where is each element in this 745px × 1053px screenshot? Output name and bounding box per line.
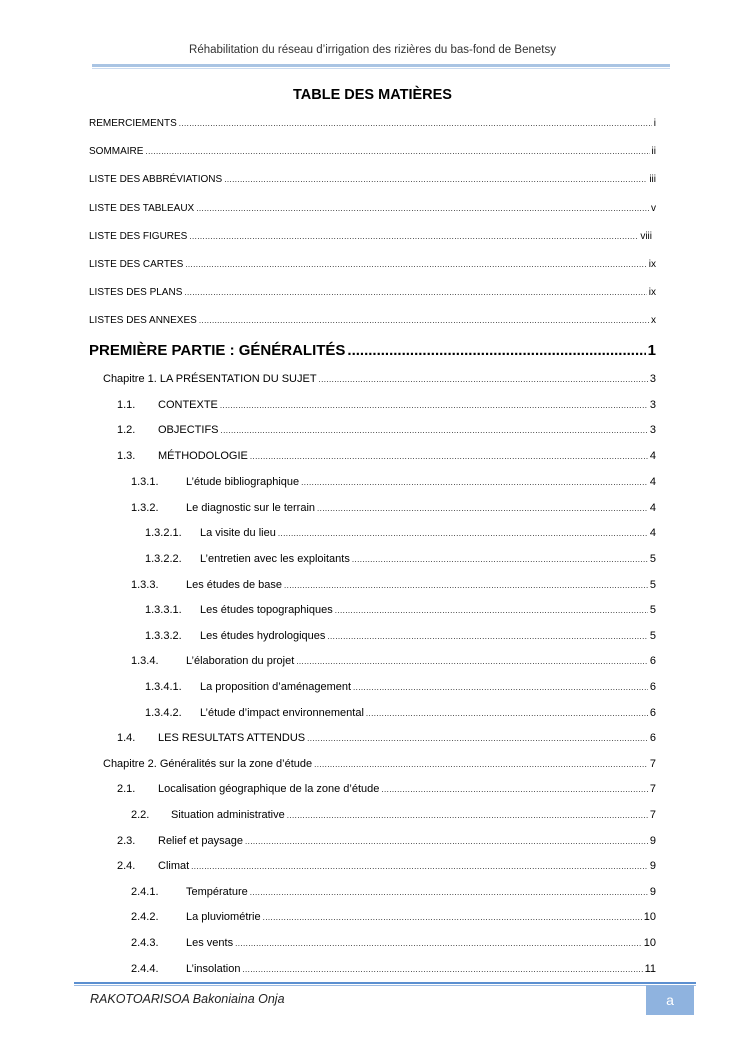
toc-entry-1-3-1[interactable]: [131, 475, 656, 490]
dot-leader: [317, 502, 648, 516]
toc-entry-page: 1: [647, 342, 656, 359]
dot-leader: [263, 911, 642, 925]
toc-entry-label: LISTE DES ABBRÉVIATIONS: [89, 174, 223, 185]
toc-entry-label: L’insolation: [186, 963, 241, 975]
dot-leader: [314, 758, 648, 772]
toc-entry-page: 7: [649, 758, 656, 770]
toc-entry-tableaux[interactable]: [89, 202, 656, 216]
toc-entry-number: 2.4.4.: [131, 963, 159, 975]
toc-entry-plans[interactable]: [89, 286, 656, 300]
toc-entry-chapitre-2[interactable]: [103, 757, 656, 772]
toc-entry-label: Les vents: [186, 937, 234, 949]
toc-entry-label: Chapitre 2. Généralités sur la zone d’étude: [103, 758, 313, 770]
toc-entry-label: L’entretien avec les exploitants: [200, 553, 350, 565]
toc-entry-2-4-4[interactable]: [131, 962, 656, 977]
toc-entry-number: 2.4.3.: [131, 937, 159, 949]
toc-entry-1-4[interactable]: [117, 731, 656, 746]
toc-entry-2-4-2[interactable]: [131, 910, 656, 925]
dot-leader: [352, 553, 648, 567]
toc-entry-number: 1.3.2.2.: [145, 553, 182, 565]
toc-entry-label: MÉTHODOLOGIE: [158, 450, 248, 462]
toc-entry-sommaire[interactable]: [89, 145, 656, 159]
toc-entry-number: 1.4.: [117, 732, 136, 744]
toc-entry-1-3-3[interactable]: [131, 578, 656, 593]
toc-entry-page: 4: [649, 450, 656, 462]
dot-leader: [179, 117, 652, 131]
toc-entry-1-2[interactable]: [117, 423, 656, 438]
toc-entry-label: Température: [186, 886, 248, 898]
toc-entry-number: 2.4.1.: [131, 886, 159, 898]
toc-entry-page: 9: [649, 886, 656, 898]
toc-entry-number: 1.3.1.: [131, 476, 159, 488]
toc-entry-1-3-3-1[interactable]: [145, 603, 656, 618]
toc-entry-page: 6: [649, 681, 656, 693]
toc-entry-2-1[interactable]: [117, 782, 656, 797]
toc-entry-page: 3: [649, 373, 656, 385]
toc-entry-figures[interactable]: [89, 230, 652, 244]
toc-entry-label: REMERCIEMENTS: [89, 118, 177, 129]
toc-entry-1-3-2[interactable]: [131, 501, 656, 516]
dot-leader: [296, 655, 648, 669]
toc-entry-1-3-4-2[interactable]: [145, 706, 656, 721]
dot-leader: [191, 860, 648, 874]
dot-leader: [189, 230, 638, 244]
toc-entry-abbreviations[interactable]: [89, 173, 656, 187]
dot-leader: [221, 424, 648, 438]
footer-author: RAKOTOARISOA Bakoniaina Onja: [90, 992, 285, 1006]
toc-entry-page: 9: [649, 860, 656, 872]
toc-entry-remerciements[interactable]: [89, 117, 656, 131]
toc-entry-label: La pluviométrie: [186, 911, 261, 923]
header-rule-thin: [92, 68, 670, 69]
toc-entry-page: 4: [649, 476, 656, 488]
toc-entry-page: iii: [649, 174, 656, 185]
toc-entry-number: 1.3.2.1.: [145, 527, 182, 539]
toc-entry-label: Le diagnostic sur le terrain: [186, 502, 316, 514]
toc-entry-number: 2.1.: [117, 783, 136, 795]
toc-entry-number: 2.2.: [131, 809, 150, 821]
toc-entry-number: 1.3.3.: [131, 579, 159, 591]
toc-entry-chapitre-1[interactable]: [103, 372, 656, 387]
toc-entry-page: ix: [648, 287, 656, 298]
toc-entry-label: LISTE DES TABLEAUX: [89, 203, 195, 214]
header-title: Réhabilitation du réseau d’irrigation des rizières du bas-fond de Benetsy: [189, 44, 556, 56]
toc-entry-label: LES RESULTATS ATTENDUS: [158, 732, 306, 744]
toc-entry-label: L’étude bibliographique: [186, 476, 300, 488]
toc-entry-number: 1.3.4.1.: [145, 681, 182, 693]
toc-entry-page: 4: [649, 527, 656, 539]
toc-entry-number: 2.4.: [117, 860, 136, 872]
toc-entry-1-3-3-2[interactable]: [145, 629, 656, 644]
footer-rule-thin: [74, 985, 696, 986]
toc-entry-label: LISTES DES PLANS: [89, 287, 183, 298]
toc-entry-page: 7: [649, 783, 656, 795]
toc-entry-label: Les études de base: [186, 579, 283, 591]
toc-entry-1-1[interactable]: [117, 398, 656, 413]
toc-entry-number: 1.3.3.2.: [145, 630, 182, 642]
toc-entry-label: L’étude d’impact environnemental: [200, 707, 364, 719]
toc-entry-page: 5: [649, 630, 656, 642]
toc-entry-label: L’élaboration du projet: [186, 655, 295, 667]
dot-leader: [347, 342, 645, 360]
toc-entry-2-4-1[interactable]: [131, 885, 656, 900]
dot-leader: [220, 399, 648, 413]
toc-entry-1-3-2-1[interactable]: [145, 526, 656, 541]
toc-entry-cartes[interactable]: [89, 258, 656, 272]
toc-entry-page: 10: [643, 937, 656, 949]
dot-leader: [196, 202, 649, 216]
toc-entry-label: Les études topographiques: [200, 604, 333, 616]
toc-entry-label: LISTE DES FIGURES: [89, 231, 188, 242]
toc-entry-2-2[interactable]: [131, 808, 656, 823]
dot-leader: [242, 963, 642, 977]
toc-entry-page: 3: [649, 424, 656, 436]
toc-entry-page: 6: [649, 732, 656, 744]
toc-entry-label: La visite du lieu: [200, 527, 276, 539]
toc-entry-page: x: [651, 315, 656, 326]
dot-leader: [353, 681, 648, 695]
toc-entry-label: Localisation géographique de la zone d’étude: [158, 783, 380, 795]
toc-entry-2-3[interactable]: [117, 834, 656, 849]
dot-leader: [145, 145, 649, 159]
toc-entry-number: 2.3.: [117, 835, 136, 847]
dot-leader: [307, 732, 648, 746]
footer-page-number: a: [646, 985, 694, 1015]
toc-entry-annexes[interactable]: [89, 314, 656, 328]
toc-entry-label: OBJECTIFS: [158, 424, 219, 436]
dot-leader: [278, 527, 648, 541]
dot-leader: [381, 783, 647, 797]
toc-entry-number: 1.3.3.1.: [145, 604, 182, 616]
dot-leader: [224, 173, 647, 187]
toc-entry-page: i: [653, 118, 656, 129]
toc-entry-label: Situation administrative: [171, 809, 285, 821]
dot-leader: [284, 579, 648, 593]
dot-leader: [185, 258, 646, 272]
dot-leader: [235, 937, 642, 951]
dot-leader: [250, 886, 648, 900]
toc-entry-number: 1.2.: [117, 424, 136, 436]
toc-entry-number: 1.1.: [117, 399, 136, 411]
toc-entry-1-3-2-2[interactable]: [145, 552, 656, 567]
dot-leader: [335, 604, 648, 618]
toc-entry-1-3-4-1[interactable]: [145, 680, 656, 695]
toc-entry-page: ii: [651, 146, 656, 157]
toc-entry-label: Relief et paysage: [158, 835, 243, 847]
toc-entry-page: ix: [648, 259, 656, 270]
toc-title: TABLE DES MATIÈRES: [293, 87, 452, 103]
dot-leader: [366, 707, 648, 721]
toc-entry-premiere-partie[interactable]: [89, 342, 656, 360]
dot-leader: [250, 450, 648, 464]
toc-entry-number: 1.3.: [117, 450, 136, 462]
dot-leader: [287, 809, 648, 823]
toc-entry-page: 5: [649, 553, 656, 565]
toc-entry-number: 2.4.2.: [131, 911, 159, 923]
dot-leader: [327, 630, 648, 644]
dot-leader: [245, 835, 648, 849]
toc-entry-1-3-4[interactable]: [131, 654, 656, 669]
toc-entry-label: Climat: [158, 860, 190, 872]
dot-leader: [184, 286, 646, 300]
toc-entry-number: 1.3.4.: [131, 655, 159, 667]
toc-entry-page: 5: [649, 579, 656, 591]
toc-entry-number: 1.3.4.2.: [145, 707, 182, 719]
toc-entry-page: 9: [649, 835, 656, 847]
toc-entry-1-3[interactable]: [117, 449, 656, 464]
toc-entry-page: 5: [649, 604, 656, 616]
dot-leader: [319, 373, 648, 387]
dot-leader: [199, 314, 649, 328]
toc-entry-label: CONTEXTE: [158, 399, 218, 411]
toc-entry-label: LISTES DES ANNEXES: [89, 315, 197, 326]
toc-entry-label: Chapitre 1. LA PRÉSENTATION DU SUJET: [103, 373, 317, 385]
toc-entry-page: v: [651, 203, 656, 214]
toc-entry-label: LISTE DES CARTES: [89, 259, 184, 270]
toc-entry-2-4-3[interactable]: [131, 936, 656, 951]
header-rule: [92, 64, 670, 67]
toc-entry-page: 6: [649, 707, 656, 719]
toc-entry-page: 6: [649, 655, 656, 667]
toc-entry-label: Les études hydrologiques: [200, 630, 326, 642]
toc-entry-page: 3: [649, 399, 656, 411]
toc-entry-2-4[interactable]: [117, 859, 656, 874]
toc-entry-page: 7: [649, 809, 656, 821]
toc-entry-number: 1.3.2.: [131, 502, 159, 514]
toc-entry-page: viii: [640, 231, 652, 242]
footer-rule: [74, 982, 696, 984]
toc-entry-label: SOMMAIRE: [89, 146, 144, 157]
toc-entry-label: La proposition d’aménagement: [200, 681, 352, 693]
toc-entry-page: 10: [643, 911, 656, 923]
dot-leader: [301, 476, 648, 490]
toc-entry-page: 4: [649, 502, 656, 514]
toc-entry-page: 11: [644, 963, 656, 975]
toc-entry-label: PREMIÈRE PARTIE : GÉNÉRALITÉS: [89, 342, 346, 359]
